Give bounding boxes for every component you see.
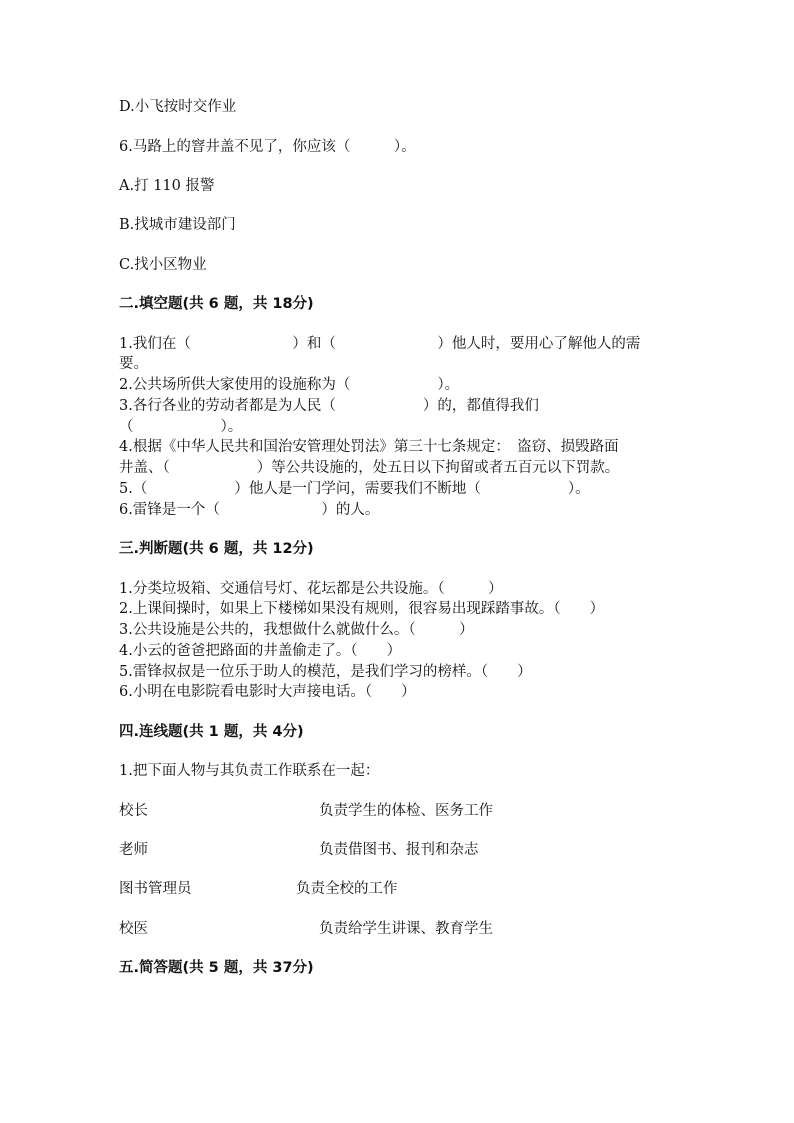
match-left-item: 校长 xyxy=(119,803,148,819)
section-4-title: 四.连线题(共 1 题，共 4分) xyxy=(119,724,304,740)
judge-line: 4.小云的爸爸把路面的井盖偷走了。（ ） xyxy=(119,643,402,659)
judge-line: 5.雷锋叔叔是一位乐于助人的模范，是我们学习的榜样。（ ） xyxy=(119,664,532,680)
fill-line: 4.根据《中华人民共和国治安管理处罚法》第三十七条规定： 盗窃、损毁路面 xyxy=(119,439,619,455)
q6-option-a: A.打 110 报警 xyxy=(119,178,215,194)
match-right-item: 负责借图书、报刊和杂志 xyxy=(319,842,479,858)
fill-line: 井盖、（ ）等公共设施的，处五日以下拘留或者五百元以下罚款。 xyxy=(119,460,620,476)
q6-question: 6.马路上的窨井盖不见了，你应该（ ）。 xyxy=(119,139,416,155)
match-right-item: 负责全校的工作 xyxy=(296,881,398,897)
section-3-title: 三.判断题(共 6 题，共 12分) xyxy=(119,541,314,557)
section-5-title: 五.简答题(共 5 题，共 37分) xyxy=(119,960,314,976)
judge-line: 3.公共设施是公共的，我想做什么就做什么。（ ） xyxy=(119,622,474,638)
fill-line: 5.（ ）他人是一门学问，需要我们不断地（ ）。 xyxy=(119,481,590,497)
match-left-item: 老师 xyxy=(119,842,148,858)
fill-line: 3.各行各业的劳动者都是为人民（ ）的，都值得我们 xyxy=(119,398,539,414)
q6-option-b: B.找城市建设部门 xyxy=(119,217,236,233)
judge-line: 1.分类垃圾箱、交通信号灯、花坛都是公共设施。（ ） xyxy=(119,581,503,597)
match-right-item: 负责学生的体检、医务工作 xyxy=(319,803,493,819)
judge-line: 6.小明在电影院看电影时大声接电话。（ ） xyxy=(119,684,416,700)
match-left-item: 图书管理员 xyxy=(119,881,192,897)
fill-line: 6.雷锋是一个（ ）的人。 xyxy=(119,502,380,518)
match-question: 1.把下面人物与其负责工作联系在一起： xyxy=(119,763,380,779)
match-left-item: 校医 xyxy=(119,921,148,937)
q6-option-c: C.找小区物业 xyxy=(119,257,207,273)
fill-line: （ ）。 xyxy=(119,419,243,435)
section-2-title: 二.填空题(共 6 题，共 18分) xyxy=(119,296,314,312)
q5-option-d: D.小飞按时交作业 xyxy=(119,99,237,115)
judge-line: 2.上课间操时，如果上下楼梯如果没有规则，很容易出现踩踏事故。（ ） xyxy=(119,601,605,617)
fill-line: 1.我们在（ ）和（ ）他人时，要用心了解他人的需 xyxy=(119,336,641,352)
fill-line: 2.公共场所供大家使用的设施称为（ ）。 xyxy=(119,377,460,393)
fill-line: 要。 xyxy=(119,356,148,372)
match-right-item: 负责给学生讲课、教育学生 xyxy=(319,921,493,937)
